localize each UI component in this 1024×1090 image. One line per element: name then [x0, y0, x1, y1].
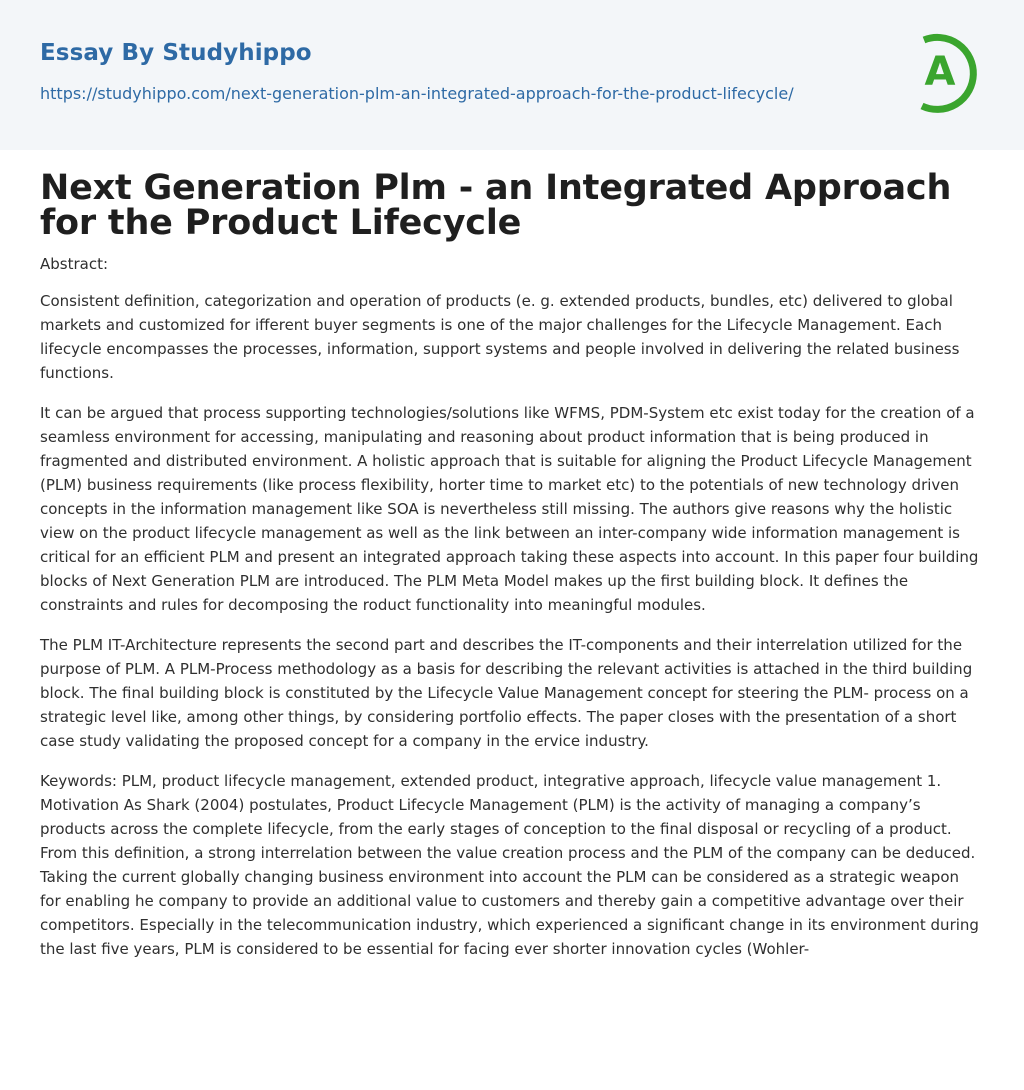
paragraph: Consistent definition, categorization and operation of products (e. g. extended products, bundles, etc) delivered to global markets and customized for ifferent buyer segments is one of the major challenges for the Lifecycle Management. Each lifecycle encompasses the processes, information, support systems and people involved in delivering the related business functions. — [40, 292, 960, 382]
abstract-label: Abstract: — [40, 255, 109, 273]
source-url-link[interactable]: https://studyhippo.com/next-generation-plm-an-integrated-approach-for-the-product-lifecycle/ — [40, 84, 794, 103]
svg-text:A: A — [924, 49, 956, 95]
paragraph: It can be argued that process supporting technologies/solutions like WFMS, PDM-System etc exist today for the creation of a seamless environment for accessing, manipulating and reasoning about product information that is being produced in fragmented and distributed environment. A holistic approach that is suitable for aligning the Product Lifecycle Management (PLM) business requirements (like process flexibility, horter time to market etc) to the potentials of new technology driven concepts in the information management like SOA is nevertheless still missing. The authors give reasons why the holistic view on the product lifecycle management as well as the link between an inter-company wide information management is critical for an efficient PLM and present an integrated approach taking these aspects into account. In this paper four building blocks of Next Generation PLM are introduced. The PLM Meta Model makes up the first building block. It defines the constraints and rules for decomposing the roduct functionality into meaningful modules. — [40, 404, 979, 614]
brand-title[interactable]: Essay By Studyhippo — [40, 40, 312, 66]
paragraph: Keywords: PLM, product lifecycle management, extended product, integrative approach, lifecycle value management 1. Motivation As Shark (2004) postulates, Product Lifecycle Management (PLM) is the activity of managing a company’s products across the complete lifecycle, from the early stages of conception to the final disposal or recycling of a product. From this definition, a strong interrelation between the value creation process and the PLM of the company can be deduced. Taking the current globally changing business environment into account the PLM can be considered as a strategic weapon for enabling he company to provide an additional value to customers and thereby gain a competitive advantage over their competitors. Especially in the telecommunication industry, which experienced a significant change in its environment during the last five years, PLM is considered to be essential for facing ever shorter innovation cycles (Wohler- — [40, 772, 979, 958]
article-body — [40, 252, 984, 977]
studyhippo-logo[interactable] — [908, 26, 988, 118]
paragraph: The PLM IT-Architecture represents the second part and describes the IT-components and their interrelation utilized for the purpose of PLM. A PLM-Process methodology as a basis for describing the relevant activities is attached in the third building block. The final building block is constituted by the Lifecycle Value Management concept for steering the PLM- process on a strategic level like, among other things, by considering portfolio effects. The paper closes with the presentation of a short case study validating the proposed concept for a company in the ervice industry. — [40, 636, 973, 750]
site-header — [0, 0, 1024, 150]
page-title: Next Generation Plm - an Integrated Approach for the Product Lifecycle — [40, 168, 952, 243]
